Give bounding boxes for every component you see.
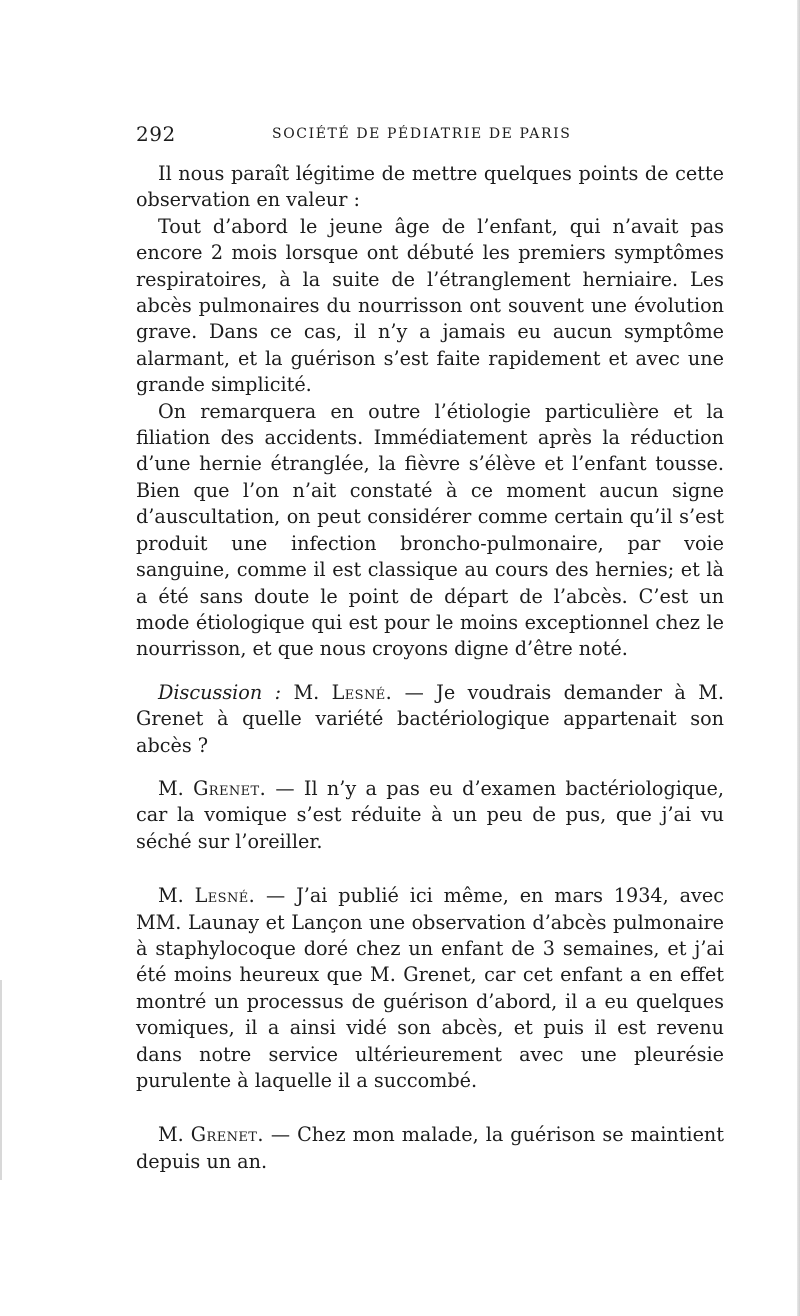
page-header xyxy=(136,122,724,150)
page-edge-mark xyxy=(0,980,2,1180)
speaker-title: M. xyxy=(158,884,184,908)
speech-text: — Il n’y a pas eu d’examen bactériologique, car la vomique s’est réduite à un peu de pus, que j’ai vu séché sur l’oreiller. xyxy=(136,776,724,853)
speaker-name: Grenet. xyxy=(190,1123,264,1147)
page-number: 292 xyxy=(136,122,176,146)
paragraph-age: Tout d’abord le jeune âge de l’enfant, qui n’avait pas encore 2 mois lorsque ont débuté les premiers symptômes respiratoires, à la suite de l’étranglement herniaire. Les abcès pulmonaires du nourrisson ont souvent une évolution grave. Dans ce cas, il n’y a jamais eu aucun symptôme alarmant, et la guérison s’est faite rapidement et avec une grande simplicité. xyxy=(136,214,724,397)
speech-text: — J’ai publié ici même, en mars 1934, avec MM. Launay et Lançon une observation d’abcès pulmonaire à staphylocoque doré chez un enfant de 3 semaines, et j’ai été moins heureux que M. Grenet, car cet enfant a en effet montré un processus de guérison d’abord, il a eu quelques vomiques, il a ainsi vidé son abcès, et puis il est revenu dans notre service ultérieurement avec une pleurésie purulente à laquelle il a succombé. xyxy=(136,884,724,1092)
speech-text: — Chez mon malade, la guérison se maintient depuis un an. xyxy=(136,1123,724,1173)
speaker-title: M. xyxy=(158,1123,184,1147)
discussion-lesne-remark xyxy=(136,883,724,1094)
speech-text: — Je voudrais demander à M. Grenet à quelle variété bactériologique appartenait son abcès ? xyxy=(136,680,725,757)
discussion-lesne-question xyxy=(136,680,724,759)
discussion-label: Discussion : xyxy=(158,680,282,704)
speaker-name: Grenet. xyxy=(193,776,267,800)
running-title: SOCIÉTÉ DE PÉDIATRIE DE PARIS xyxy=(272,126,572,142)
discussion-grenet-reply xyxy=(136,776,724,855)
body-text xyxy=(136,161,724,1175)
speaker-name: Lesné. xyxy=(331,680,393,704)
discussion-grenet-final xyxy=(136,1122,724,1175)
paragraph-etiology: On remarquera en outre l’étiologie particulière et la filiation des accidents. Immédiatement après la réduction d’une hernie étranglée, la fièvre s’élève et l’enfant tousse. Bien que l’on n’ait constaté à ce moment aucun signe d’auscultation, on peut considérer comme certain qu’il s’est produit une infection broncho-pulmonaire, par voie sanguine, comme il est classique au cours des hernies; et là a été sans doute le point de départ de l’abcès. C’est un mode étiologique qui est pour le moins exceptionnel chez le nourrisson, et que nous croyons digne d’être noté. xyxy=(136,399,724,661)
paragraph-observation-intro: Il nous paraît légitime de mettre quelques points de cette observation en valeur : xyxy=(136,162,724,212)
speaker-name: Lesné. xyxy=(194,884,256,908)
speaker-title: M. xyxy=(158,776,184,800)
speaker-title: M. xyxy=(293,680,320,704)
